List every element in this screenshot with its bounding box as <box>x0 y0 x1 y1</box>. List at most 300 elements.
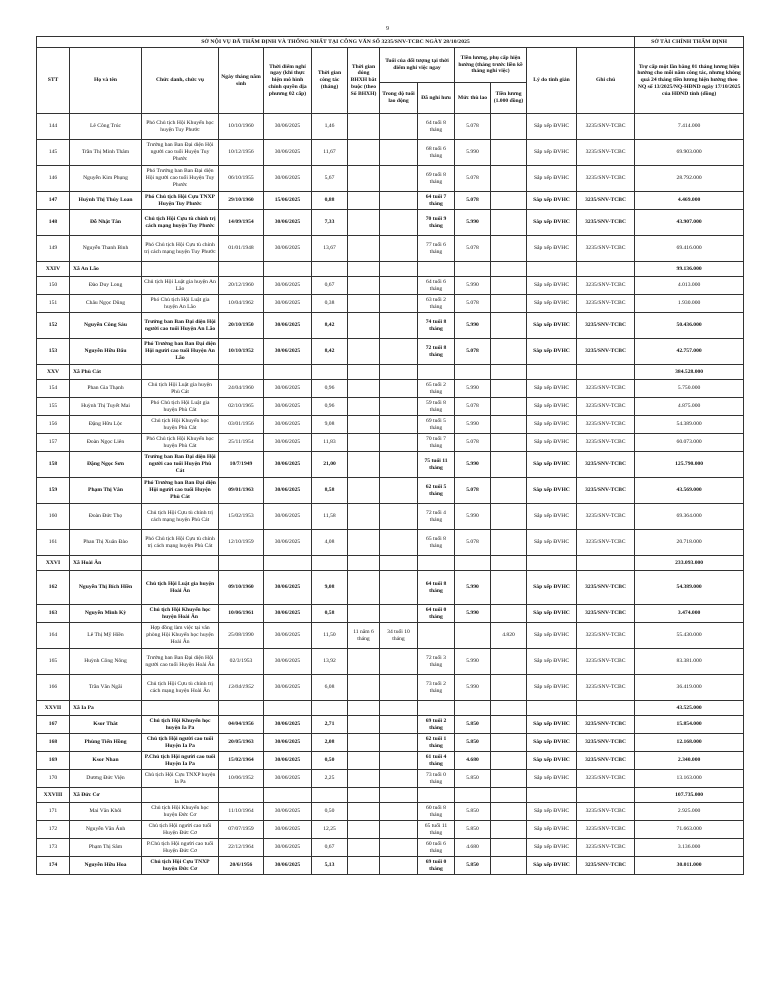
header-note: Ghi chú <box>577 48 635 114</box>
age-retired-cell: 72 tuổi 3 tháng <box>418 649 455 675</box>
amount-cell: 2.925.000 <box>635 803 744 821</box>
bhxh-cell <box>348 236 380 262</box>
header-age-group: Tuổi của đối tượng tại thời điểm nghỉ việc ngay <box>380 48 455 83</box>
age-retired-cell: 73 tuổi 0 tháng <box>418 770 455 788</box>
position-cell: Phó Trưởng ban Ban Đại diện Hội người cao tuổi Huyện Phù Cát <box>142 478 219 504</box>
age-working-cell <box>380 210 418 236</box>
name-cell: Trần Thị Minh Thâm <box>70 140 142 166</box>
name-cell: Huỳnh Công Nông <box>70 649 142 675</box>
empty-cell <box>491 365 527 380</box>
section-code: XXVII <box>37 701 70 716</box>
empty-cell <box>577 365 635 380</box>
note-cell: 3235/SNV-TCBC <box>577 478 635 504</box>
position-cell: Trưởng ban Ban Đại diện Hội người cao tuổi Huyện Hoài Ân <box>142 649 219 675</box>
dob-cell: 03/01/1956 <box>219 416 264 434</box>
allowance-cell: 5.990 <box>455 380 491 398</box>
allowance-cell: 5.990 <box>455 571 491 605</box>
section-total: 43.525.000 <box>635 701 744 716</box>
reason-cell: Sắp xếp ĐVHC <box>527 192 577 210</box>
table-row <box>37 416 744 434</box>
dob-cell: 10/7/1949 <box>219 452 264 478</box>
table-row <box>37 571 744 605</box>
age-working-cell <box>380 434 418 452</box>
bhxh-cell <box>348 675 380 701</box>
work-months-cell: 0,58 <box>312 605 348 623</box>
header-work-months: Thời gian công tác (tháng) <box>312 48 348 114</box>
empty-cell <box>380 556 418 571</box>
retire-date-cell: 30/06/2025 <box>264 416 312 434</box>
stt-cell: 172 <box>37 821 70 839</box>
table-body <box>37 114 744 875</box>
table-row <box>37 114 744 140</box>
table-row <box>37 295 744 313</box>
empty-cell <box>455 556 491 571</box>
age-working-cell <box>380 821 418 839</box>
section-row <box>37 262 744 277</box>
table-row <box>37 166 744 192</box>
work-months-cell: 7,33 <box>312 210 348 236</box>
name-cell: Lê Công Trúc <box>70 114 142 140</box>
salary-cell <box>491 605 527 623</box>
salary-cell <box>491 649 527 675</box>
reason-cell: Sắp xếp ĐVHC <box>527 675 577 701</box>
reason-cell: Sắp xếp ĐVHC <box>527 434 577 452</box>
retire-date-cell: 30/06/2025 <box>264 452 312 478</box>
dob-cell: 06/10/1955 <box>219 166 264 192</box>
section-row <box>37 701 744 716</box>
name-cell: Nguyễn Kim Phụng <box>70 166 142 192</box>
position-cell: Phó Chủ tịch Hội Cựu TNXP Huyện Tuy Phước <box>142 192 219 210</box>
allowance-cell: 5.078 <box>455 236 491 262</box>
empty-cell <box>418 262 455 277</box>
empty-cell <box>312 365 348 380</box>
retire-date-cell: 30/06/2025 <box>264 752 312 770</box>
stt-cell: 155 <box>37 398 70 416</box>
position-cell: Chủ tịch Hội Cựu tù chính trị cách mạng huyện Hoài Ân <box>142 675 219 701</box>
stt-cell: 153 <box>37 339 70 365</box>
empty-cell <box>348 365 380 380</box>
salary-cell <box>491 339 527 365</box>
table-row <box>37 210 744 236</box>
position-cell: Phó Chủ tịch Hội Khuyến học huyện Phù Cát <box>142 434 219 452</box>
name-cell: Đoàn Ngọc Liên <box>70 434 142 452</box>
age-working-cell <box>380 313 418 339</box>
bhxh-cell <box>348 277 380 295</box>
section-code: XXIV <box>37 262 70 277</box>
header-reason: Lý do tinh giản <box>527 48 577 114</box>
bhxh-cell <box>348 649 380 675</box>
stt-cell: 165 <box>37 649 70 675</box>
bhxh-cell <box>348 210 380 236</box>
retire-date-cell: 30/06/2025 <box>264 114 312 140</box>
empty-cell <box>142 365 219 380</box>
allowance-cell: 5.990 <box>455 452 491 478</box>
assessment-table <box>36 36 744 875</box>
stt-cell: 163 <box>37 605 70 623</box>
dob-cell: 10/10/1960 <box>219 114 264 140</box>
note-cell: 3235/SNV-TCBC <box>577 770 635 788</box>
bhxh-cell: 11 năm 6 tháng <box>348 623 380 649</box>
amount-cell: 5.750.000 <box>635 380 744 398</box>
salary-cell <box>491 716 527 734</box>
empty-cell <box>577 556 635 571</box>
amount-cell: 69.416.000 <box>635 236 744 262</box>
reason-cell: Sắp xếp ĐVHC <box>527 313 577 339</box>
amount-cell: 28.792.000 <box>635 166 744 192</box>
empty-cell <box>527 365 577 380</box>
position-cell: Chủ tịch Hội Cựu TNXP huyện Đức Cơ <box>142 857 219 875</box>
age-working-cell <box>380 839 418 857</box>
name-cell: Nguyễn Minh Kỳ <box>70 605 142 623</box>
table-row <box>37 452 744 478</box>
bhxh-cell <box>348 821 380 839</box>
position-cell: Chủ tịch Hội Luật gia huyện Hoài Ân <box>142 571 219 605</box>
note-cell: 3235/SNV-TCBC <box>577 821 635 839</box>
table-row <box>37 734 744 752</box>
dob-cell: 14/09/1954 <box>219 210 264 236</box>
salary-cell: 4.820 <box>491 623 527 649</box>
age-working-cell <box>380 339 418 365</box>
table-row <box>37 839 744 857</box>
retire-date-cell: 30/06/2025 <box>264 839 312 857</box>
amount-cell: 36.419.000 <box>635 675 744 701</box>
allowance-cell: 5.850 <box>455 803 491 821</box>
age-working-cell <box>380 571 418 605</box>
header-retire-date: Thời điểm nghỉ ngay (khi thực hiện mô hình chính quyền địa phương 02 cấp) <box>264 48 312 114</box>
bhxh-cell <box>348 839 380 857</box>
stt-cell: 148 <box>37 210 70 236</box>
retire-date-cell: 30/06/2025 <box>264 571 312 605</box>
reason-cell: Sắp xếp ĐVHC <box>527 380 577 398</box>
stt-cell: 167 <box>37 716 70 734</box>
retire-date-cell: 30/06/2025 <box>264 380 312 398</box>
amount-cell: 15.854.000 <box>635 716 744 734</box>
section-code: XXVI <box>37 556 70 571</box>
amount-cell: 3.136.000 <box>635 839 744 857</box>
amount-cell: 13.163.000 <box>635 770 744 788</box>
position-cell: Chủ tịch Hội Luật gia huyện Phù Cát <box>142 380 219 398</box>
age-working-cell <box>380 734 418 752</box>
age-working-cell <box>380 192 418 210</box>
position-cell: Chủ tịch Hội người cao tuổi Huyện Đức Cơ <box>142 821 219 839</box>
note-cell: 3235/SNV-TCBC <box>577 839 635 857</box>
age-retired-cell: 61 tuổi 4 tháng <box>418 752 455 770</box>
dob-cell: 10/06/1952 <box>219 770 264 788</box>
work-months-cell: 11,83 <box>312 434 348 452</box>
empty-cell <box>577 701 635 716</box>
amount-cell: 54.389.000 <box>635 416 744 434</box>
retire-date-cell: 30/06/2025 <box>264 803 312 821</box>
name-cell: Ksor Thắt <box>70 716 142 734</box>
age-working-cell <box>380 114 418 140</box>
retire-date-cell: 15/06/2025 <box>264 192 312 210</box>
dob-cell: 02/10/1965 <box>219 398 264 416</box>
note-cell: 3235/SNV-TCBC <box>577 857 635 875</box>
age-retired-cell: 63 tuổi 2 tháng <box>418 295 455 313</box>
dob-cell: 11/10/1964 <box>219 803 264 821</box>
empty-cell <box>527 262 577 277</box>
work-months-cell: 11,58 <box>312 504 348 530</box>
table-row <box>37 857 744 875</box>
retire-date-cell: 30/06/2025 <box>264 675 312 701</box>
reason-cell: Sắp xếp ĐVHC <box>527 236 577 262</box>
bhxh-cell <box>348 339 380 365</box>
reason-cell: Sắp xếp ĐVHC <box>527 821 577 839</box>
bhxh-cell <box>348 166 380 192</box>
allowance-cell: 5.990 <box>455 504 491 530</box>
age-retired-cell: 73 tuổi 2 tháng <box>418 675 455 701</box>
table-row <box>37 716 744 734</box>
empty-cell <box>418 788 455 803</box>
amount-cell: 4.013.000 <box>635 277 744 295</box>
allowance-cell: 5.990 <box>455 210 491 236</box>
empty-cell <box>418 556 455 571</box>
name-cell: Nguyễn Thị Bích Hiền <box>70 571 142 605</box>
salary-cell <box>491 821 527 839</box>
bhxh-cell <box>348 530 380 556</box>
age-retired-cell: 75 tuổi 11 tháng <box>418 452 455 478</box>
allowance-cell: 5.990 <box>455 416 491 434</box>
retire-date-cell: 30/06/2025 <box>264 140 312 166</box>
name-cell: Đoàn Đức Thọ <box>70 504 142 530</box>
reason-cell: Sắp xếp ĐVHC <box>527 649 577 675</box>
allowance-cell: 5.850 <box>455 716 491 734</box>
salary-cell <box>491 313 527 339</box>
empty-cell <box>219 262 264 277</box>
empty-cell <box>491 788 527 803</box>
amount-cell: 60.073.000 <box>635 434 744 452</box>
age-working-cell <box>380 295 418 313</box>
age-retired-cell: 65 tuổi 11 tháng <box>418 821 455 839</box>
header-wage-group: Tiền lương, phụ cấp hiện hưởng (tháng trước liền kề tháng nghỉ việc) <box>455 48 527 83</box>
age-retired-cell: 70 tuổi 7 tháng <box>418 434 455 452</box>
salary-cell <box>491 140 527 166</box>
dob-cell: 20/12/1960 <box>219 277 264 295</box>
reason-cell: Sắp xếp ĐVHC <box>527 478 577 504</box>
allowance-cell: 5.850 <box>455 734 491 752</box>
work-months-cell: 2,25 <box>312 770 348 788</box>
name-cell: Phạm Thị Sâm <box>70 839 142 857</box>
position-cell: Chủ tịch Hội Cựu TNXP huyện Ia Pa <box>142 770 219 788</box>
allowance-cell: 5.850 <box>455 770 491 788</box>
salary-cell <box>491 277 527 295</box>
note-cell: 3235/SNV-TCBC <box>577 504 635 530</box>
stt-cell: 169 <box>37 752 70 770</box>
note-cell: 3235/SNV-TCBC <box>577 716 635 734</box>
reason-cell: Sắp xếp ĐVHC <box>527 803 577 821</box>
reason-cell: Sắp xếp ĐVHC <box>527 416 577 434</box>
reason-cell: Sắp xếp ĐVHC <box>527 452 577 478</box>
dob-cell: 24/04/1960 <box>219 380 264 398</box>
note-cell: 3235/SNV-TCBC <box>577 623 635 649</box>
header-amount: Trợ cấp một lần bằng 01 tháng lương hiện hưởng cho mỗi năm công tác, nhưng không quá 24 tháng tiền lương hiện hưởng theo NQ số 13/2025/NQ-HĐND ngày 17/10/2025 của HĐND tỉnh (đồng) <box>635 48 744 114</box>
work-months-cell: 11,67 <box>312 140 348 166</box>
amount-cell: 43.907.000 <box>635 210 744 236</box>
retire-date-cell: 30/06/2025 <box>264 478 312 504</box>
retire-date-cell: 30/06/2025 <box>264 434 312 452</box>
allowance-cell: 5.078 <box>455 530 491 556</box>
retire-date-cell: 30/06/2025 <box>264 339 312 365</box>
empty-cell <box>312 788 348 803</box>
age-working-cell <box>380 504 418 530</box>
age-working-cell <box>380 675 418 701</box>
stt-cell: 150 <box>37 277 70 295</box>
empty-cell <box>348 262 380 277</box>
page-number: 9 <box>386 26 389 32</box>
header-stt: STT <box>37 48 70 114</box>
bhxh-cell <box>348 770 380 788</box>
empty-cell <box>219 365 264 380</box>
position-cell: P.Chủ tịch Hội người cao tuổi Huyện Ia Pa <box>142 752 219 770</box>
work-months-cell: 13,67 <box>312 236 348 262</box>
name-cell: Đỗ Nhật Tân <box>70 210 142 236</box>
reason-cell: Sắp xếp ĐVHC <box>527 571 577 605</box>
retire-date-cell: 30/06/2025 <box>264 530 312 556</box>
reason-cell: Sắp xếp ĐVHC <box>527 716 577 734</box>
empty-cell <box>455 262 491 277</box>
age-retired-cell: 65 tuổi 8 tháng <box>418 530 455 556</box>
table-title-left: SỞ NỘI VỤ ĐÃ THẨM ĐỊNH VÀ THỐNG NHẤT TẠI CÔNG VĂN SỐ 3235/SNV-TCBC NGÀY 28/10/2025 <box>37 37 635 48</box>
work-months-cell: 0,50 <box>312 752 348 770</box>
stt-cell: 164 <box>37 623 70 649</box>
bhxh-cell <box>348 734 380 752</box>
position-cell: Phó Chủ tịch Hội Cựu tù chính trị cách mạng huyện Phù Cát <box>142 530 219 556</box>
salary-cell <box>491 380 527 398</box>
age-working-cell <box>380 380 418 398</box>
retire-date-cell: 30/06/2025 <box>264 277 312 295</box>
bhxh-cell <box>348 398 380 416</box>
allowance-cell: 5.078 <box>455 295 491 313</box>
age-working-cell <box>380 752 418 770</box>
work-months-cell: 5,13 <box>312 857 348 875</box>
retire-date-cell: 30/06/2025 <box>264 623 312 649</box>
name-cell: Dương Đức Viện <box>70 770 142 788</box>
work-months-cell: 13,92 <box>312 649 348 675</box>
stt-cell: 171 <box>37 803 70 821</box>
stt-cell: 154 <box>37 380 70 398</box>
section-name: Xã An Lão <box>70 262 142 277</box>
note-cell: 3235/SNV-TCBC <box>577 675 635 701</box>
amount-cell: 1.930.000 <box>635 295 744 313</box>
retire-date-cell: 30/06/2025 <box>264 504 312 530</box>
empty-cell <box>455 788 491 803</box>
position-cell: Phó Chủ tịch Hội Cựu tù chính trị cách mạng huyện Tuy Phước <box>142 236 219 262</box>
empty-cell <box>264 365 312 380</box>
work-months-cell: 8,42 <box>312 313 348 339</box>
salary-cell <box>491 803 527 821</box>
age-retired-cell: 77 tuổi 6 tháng <box>418 236 455 262</box>
empty-cell <box>380 262 418 277</box>
table-row <box>37 277 744 295</box>
table-row <box>37 605 744 623</box>
note-cell: 3235/SNV-TCBC <box>577 416 635 434</box>
allowance-cell: 5.990 <box>455 313 491 339</box>
salary-cell <box>491 734 527 752</box>
note-cell: 3235/SNV-TCBC <box>577 398 635 416</box>
position-cell: P.Chủ tịch Hội người cao tuổi Huyện Đức Cơ <box>142 839 219 857</box>
note-cell: 3235/SNV-TCBC <box>577 803 635 821</box>
stt-cell: 159 <box>37 478 70 504</box>
empty-cell <box>142 262 219 277</box>
name-cell: Đặng Hữu Lộc <box>70 416 142 434</box>
dob-cell: 20/05/1963 <box>219 734 264 752</box>
empty-cell <box>455 365 491 380</box>
bhxh-cell <box>348 452 380 478</box>
work-months-cell: 0,38 <box>312 295 348 313</box>
retire-date-cell: 30/06/2025 <box>264 166 312 192</box>
amount-cell: 7.414.000 <box>635 114 744 140</box>
reason-cell: Sắp xếp ĐVHC <box>527 504 577 530</box>
table-row <box>37 398 744 416</box>
header-wage-allowance: Mức thù lao <box>455 83 491 114</box>
note-cell: 3235/SNV-TCBC <box>577 452 635 478</box>
age-working-cell: 34 tuổi 10 tháng <box>380 623 418 649</box>
note-cell: 3235/SNV-TCBC <box>577 210 635 236</box>
section-total: 384.528.000 <box>635 365 744 380</box>
age-working-cell <box>380 398 418 416</box>
retire-date-cell: 30/06/2025 <box>264 210 312 236</box>
section-row <box>37 556 744 571</box>
note-cell: 3235/SNV-TCBC <box>577 166 635 192</box>
allowance-cell: 5.850 <box>455 821 491 839</box>
stt-cell: 152 <box>37 313 70 339</box>
age-working-cell <box>380 803 418 821</box>
section-row <box>37 365 744 380</box>
table-title-right: SỞ TÀI CHÍNH THẨM ĐỊNH <box>635 37 744 48</box>
age-retired-cell: 62 tuổi 5 tháng <box>418 478 455 504</box>
stt-cell: 149 <box>37 236 70 262</box>
empty-cell <box>491 701 527 716</box>
reason-cell: Sắp xếp ĐVHC <box>527 339 577 365</box>
work-months-cell: 11,50 <box>312 623 348 649</box>
position-cell: Chủ tịch Hội Khuyến học huyện Ia Pa <box>142 716 219 734</box>
bhxh-cell <box>348 140 380 166</box>
header-age-working: Trong độ tuổi lao động <box>380 83 418 114</box>
allowance-cell: 5.990 <box>455 649 491 675</box>
allowance-cell: 5.078 <box>455 192 491 210</box>
name-cell: Phạm Thị Vân <box>70 478 142 504</box>
bhxh-cell <box>348 434 380 452</box>
empty-cell <box>380 701 418 716</box>
amount-cell: 69.903.000 <box>635 140 744 166</box>
table-row <box>37 313 744 339</box>
work-months-cell: 21,00 <box>312 452 348 478</box>
note-cell: 3235/SNV-TCBC <box>577 380 635 398</box>
allowance-cell: 5.078 <box>455 339 491 365</box>
work-months-cell: 9,08 <box>312 571 348 605</box>
dob-cell: 20/6/1956 <box>219 857 264 875</box>
note-cell: 3235/SNV-TCBC <box>577 734 635 752</box>
position-cell: Trưởng ban Ban Đại diện Hội người cao tuổi Huyện An Lão <box>142 313 219 339</box>
allowance-cell: 5.990 <box>455 605 491 623</box>
stt-cell: 162 <box>37 571 70 605</box>
table-row <box>37 504 744 530</box>
bhxh-cell <box>348 478 380 504</box>
retire-date-cell: 30/06/2025 <box>264 734 312 752</box>
reason-cell: Sắp xếp ĐVHC <box>527 530 577 556</box>
allowance-cell: 5.078 <box>455 434 491 452</box>
age-working-cell <box>380 478 418 504</box>
table-row <box>37 530 744 556</box>
work-months-cell: 0,96 <box>312 398 348 416</box>
bhxh-cell <box>348 114 380 140</box>
empty-cell <box>577 788 635 803</box>
note-cell: 3235/SNV-TCBC <box>577 114 635 140</box>
position-cell: Phó Trưởng ban Ban Đại diện Hội người cao tuổi Huyện Tuy Phước <box>142 166 219 192</box>
note-cell: 3235/SNV-TCBC <box>577 434 635 452</box>
note-cell: 3235/SNV-TCBC <box>577 140 635 166</box>
header-dob: Ngày tháng năm sinh <box>219 48 264 114</box>
